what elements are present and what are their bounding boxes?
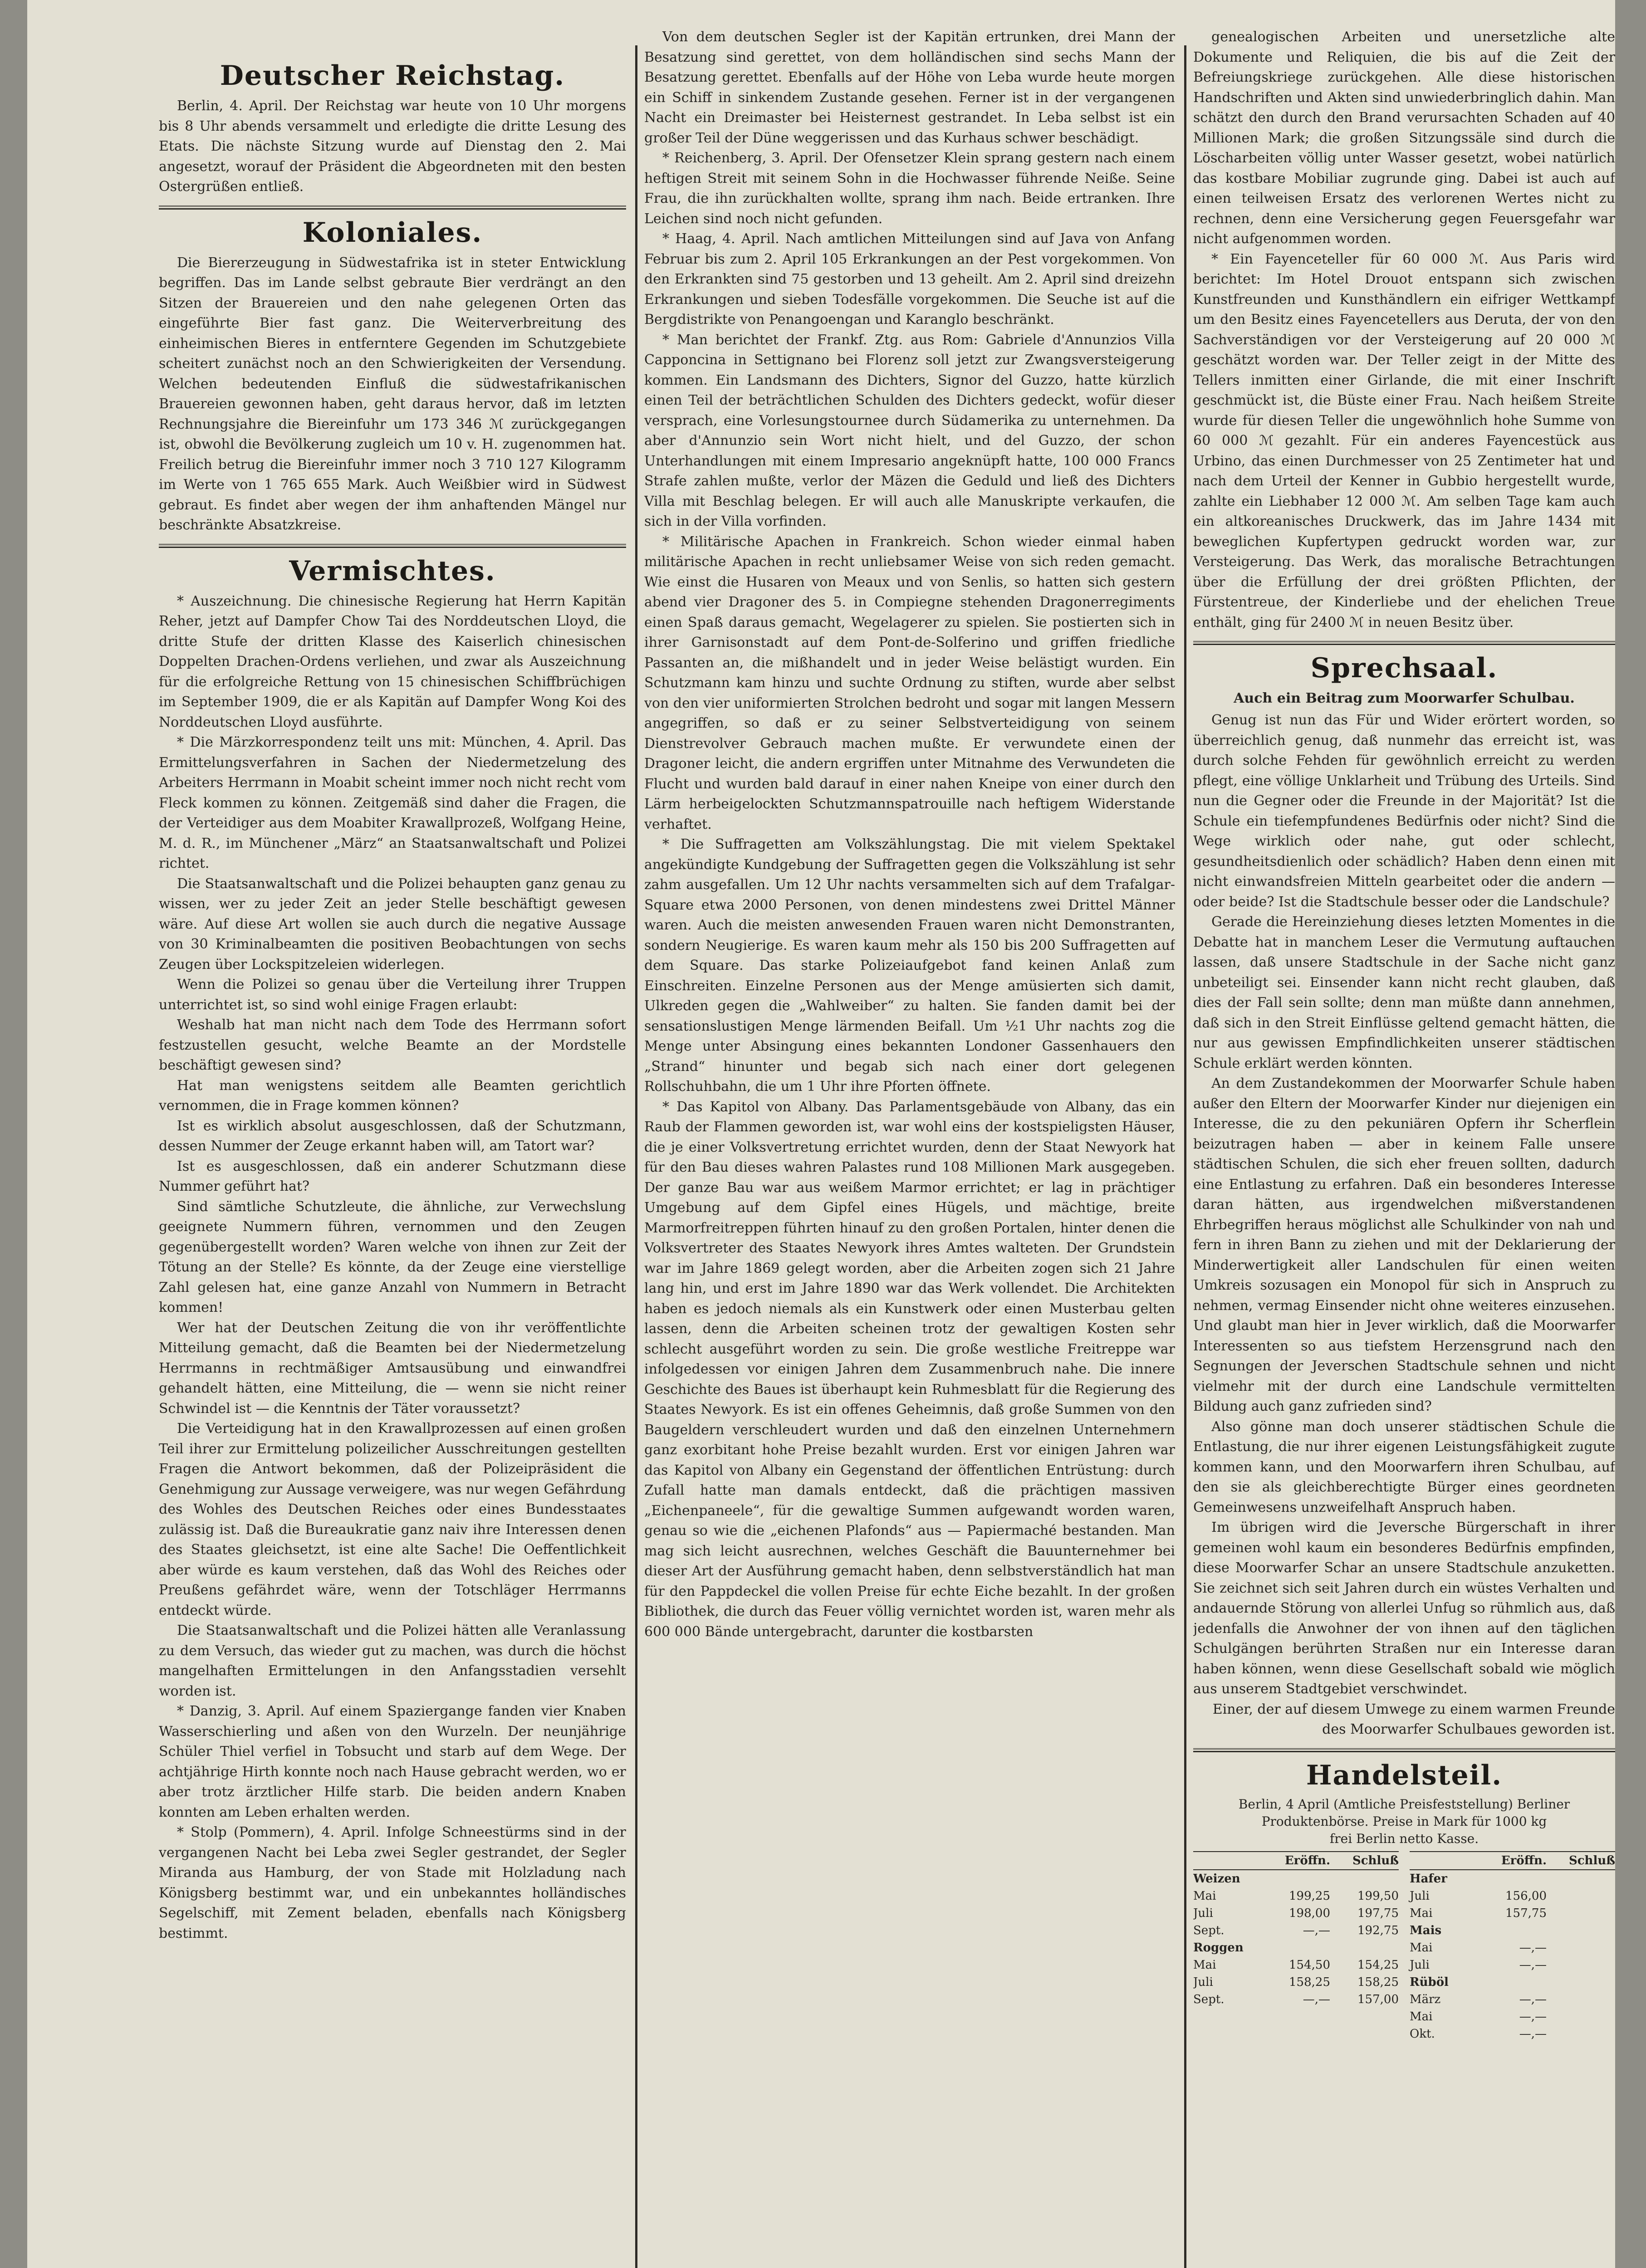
article-paragraph: Im übrigen wird die Jeversche Bürgerschaft in ihrer gemeinen wohl kaum ein besonderes Bedürfnis empfinden, diese Moorwarfer Schar an unsere Stadtschule anzuketten. Sie zeichnet sich seit Jahren durch ein wüstes Verhalten und andauernde Störung von allerlei Unfug so rühmlich aus, daß jedenfalls die Anwohner der von ihnen auf den täglichen Schulgängen berührten Straßen nur ein Interesse daran haben können, wenn diese Gesellschaft sobald wie möglich aus unserem Stadtgebiet verschwindet. xyxy=(1193,1520,1615,1697)
article-paragraph: genealogischen Arbeiten und unersetzliche alte Dokumente und Reliquien, die bis auf die Zeit der Befreiungskriege zurückgehen. Alle diese historischen Handschriften und Akten sind unwiederbringlich dahin. Man schätzt den durch den Brand verursachten Schaden auf 40 Millionen Mark; die großen Sitzungssäle sind durch die Löscharbeiten völlig unter Wasser gesetzt, wobei natürlich das kostbare Mobiliar zugrunde ging. Dabei ist auch auf einen teilweisen Ersatz des verlorenen Wertes nicht zu rechnen, denn eine Versicherung gegen Feuersgefahr war nicht aufgenommen worden. xyxy=(1193,29,1615,247)
article-paragraph: Genug ist nun das Für und Wider erörtert worden, so überreichlich genug, daß nunmehr das erreicht ist, was durch solche Fehden für gewöhnlich erreicht zu werden pflegt, eine völlige Unklarheit und Trübung des Urteils. Sind nun die Gegner oder die Freunde in der Majorität? Ist die Schule ein tiefempfundenes Bedürfnis oder nicht? Sind die Wege wirklich oder nahe, gut oder schlecht, gesundheitsdienlich oder schädlich? Haben denn einen mit nicht einwandsfreien Mitteln gearbeitet oder die andern — oder beide? Ist die Stadtschule besser oder die Landschule? xyxy=(1193,712,1615,910)
table-cell: Juli xyxy=(1410,1958,1430,1972)
column-left xyxy=(159,54,626,2268)
table-cell: 158,25 xyxy=(1357,1975,1399,1989)
table-cell: Okt. xyxy=(1410,2027,1435,2041)
article-paragraph: Hat man wenigstens seitdem alle Beamten gerichtlich vernommen, die in Frage kommen können? xyxy=(159,1077,626,1114)
market-table-left xyxy=(1193,1851,1399,2043)
article-list xyxy=(159,591,626,1944)
table-cell: 157,00 xyxy=(1357,1992,1399,2006)
table-header-cell: Schluß xyxy=(1352,1853,1399,1867)
section-title-reichstag: Deutscher Reichstag. xyxy=(220,60,565,92)
table-row xyxy=(1193,1922,1399,1939)
table-group-row xyxy=(1410,1922,1615,1939)
table-header-cell: Eröffn. xyxy=(1284,1853,1330,1867)
table-cell xyxy=(1547,1974,1615,1991)
table-cell: 198,00 xyxy=(1289,1906,1330,1920)
table-row xyxy=(1410,1991,1615,2008)
table-cell: März xyxy=(1410,1992,1441,2006)
article-reichstag: Berlin, 4. April. Der Reichstag war heute von 10 Uhr morgens bis 8 Uhr abends versammelt und erledigte die dritte Lesung des Etats. Die nächste Sitzung wurde auf Dienstag den 2. Mai angesetzt, worauf der Präsident die Abgeordneten mit den besten Ostergrüßen entließ. xyxy=(159,98,626,195)
section-title-vermischtes: Vermischtes. xyxy=(289,555,496,587)
table-cell: Mai xyxy=(1410,1941,1433,1955)
table-header-cell xyxy=(1410,1852,1478,1869)
article-signature: Einer, der auf diesem Umwege zu einem warmen Freunde des Moorwarfer Schulbaues geworden ist. xyxy=(1212,1701,1615,1737)
table-cell: Juli xyxy=(1193,1975,1213,1989)
table-cell xyxy=(1547,1939,1615,1956)
table-cell: —,— xyxy=(1303,1923,1330,1937)
article-paragraph: Sind sämtliche Schutzleute, die ähnliche, zur Verwechslung geeignete Nummern führen, vernommen und den Zeugen gegenübergestellt worden? Waren welche von ihnen zur Zeit der Tötung an der Stelle? Es könnte, da der Zeuge eine vierstellige Zahl gelesen hat, eine ganze Anzahl von Nummern in Betracht kommen! xyxy=(159,1198,626,1315)
table-cell xyxy=(1478,1974,1547,1991)
table-cell xyxy=(1330,1870,1399,1887)
table-cell: —,— xyxy=(1303,1992,1330,2006)
table-cell: 192,75 xyxy=(1357,1923,1399,1937)
table-cell: Mais xyxy=(1410,1923,1442,1937)
article-paragraph: Die Verteidigung hat in den Krawallprozessen auf einen großen Teil ihrer zur Ermittelung polizeilicher Ausschreitungen gestellten Fragen die Antwort bekommen, daß der Polizeipräsident die Genehmigung zur Aussage verweigere, was nur wegen Gefährdung des Wohles des Deutschen Reiches oder eines Bundesstaates zulässig ist. Daß die Bureaukratie ganz naiv ihre Interessen denen des Staates gleichsetzt, ist eine alte Sache! Die Oeffentlichkeit aber würde es kaum verstehen, daß das Wohl des Reiches oder Preußens gefährdet wäre, wenn der Totschläger Herrmanns entdeckt würde. xyxy=(159,1421,626,1618)
table-cell xyxy=(1478,1870,1547,1887)
table-cell: —,— xyxy=(1519,1992,1547,2006)
table-cell: Rüböl xyxy=(1410,1975,1449,1989)
table-group-row xyxy=(1193,1870,1399,1887)
table-cell: 156,00 xyxy=(1505,1889,1547,1903)
article-paragraph: Wer hat der Deutschen Zeitung die von ihr veröffentlichte Mitteilung gemacht, daß die Beamten bei der Niedermetzelung Herrmanns in rechtmäßiger Amtsausübung und einwandfrei gehandelt hätten, eine Mitteilung, die — wenn sie nicht reiner Schwindel ist — die Kenntnis der Täter voraussetzt? xyxy=(159,1320,626,1417)
market-tables xyxy=(1193,1851,1615,2043)
table-cell xyxy=(1547,1887,1615,1905)
table-row xyxy=(1193,1905,1399,1922)
table-cell: Sept. xyxy=(1193,1923,1225,1937)
article-paragraph: * Haag, 4. April. Nach amtlichen Mitteilungen sind auf Java von Anfang Februar bis zum 2. April 105 Erkrankungen an der Pest vorgekommen. Von den Erkrankten sind 75 gestorben und 13 geheilt. Am 2. April sind dreizehn Erkrankungen und sieben Todesfälle vorgekommen. Die Seuche ist auf die Bergdistrikte von Penangoengan und Karanglo beschränkt. xyxy=(644,231,1175,327)
table-cell: Weizen xyxy=(1193,1872,1240,1886)
article-paragraph: Die Staatsanwaltschaft und die Polizei hätten alle Veranlassung zu dem Versuch, das wieder gut zu machen, was durch die höchst mangelhaften Ermittelungen in den Anfangsstadien versehlt worden ist. xyxy=(159,1623,626,1699)
table-row xyxy=(1410,2008,1615,2025)
section-title-sprechsaal: Sprechsaal. xyxy=(1310,652,1498,684)
table-cell: Mai xyxy=(1410,1906,1433,1920)
table-row xyxy=(1410,1956,1615,1974)
column-middle xyxy=(644,27,1175,2268)
article-paragraph: Weshalb hat man nicht nach dem Tode des Herrmann sofort festzustellen gesucht, welche Beamte an der Mordstelle beschäftigt gewesen sind? xyxy=(159,1017,626,1073)
article-paragraph: * Auszeichnung. Die chinesische Regierung hat Herrn Kapitän Reher, jetzt auf Dampfer Chow Tai des Norddeutschen Lloyd, die dritte Stufe der dritten Klasse des Kaiserlich chinesischen Doppelten Drachen-Ordens verliehen, und zwar als Auszeichnung für die erfolgreiche Rettung von 15 chinesischen Schiffbrüchigen im September 1909, die er als Kapitän auf Dampfer Wong Koi des Norddeutschen Lloyd ausführte. xyxy=(159,593,626,730)
table-cell xyxy=(1330,1939,1399,1956)
article-paragraph: * Danzig, 3. April. Auf einem Spaziergange fanden vier Knaben Wasserschierling und aßen von den Wurzeln. Der neunjährige Schüler Thiel verfiel in Tobsucht und starb auf dem Wege. Der achtjährige Hirth konnte noch nach Hause gebracht werden, wo er aber trotz ärztlicher Hilfe starb. Die beiden andern Knaben konnten am Leben erhalten werden. xyxy=(159,1703,626,1820)
article-koloniales: Die Biererzeugung in Südwestafrika ist in steter Entwicklung begriffen. Das im Lande selbst gebraute Bier verdrängt an den Sitzen der Brauereien und den nahe gelegenen Orten das eingeführte Bier fast ganz. Die Weiterverbreitung des einheimischen Bieres in entferntere Gegenden im Schutzgebiete scheitert zunächst noch an den Schwierigkeiten der Versendung. Welchen bedeutenden Einfluß die südwestafrikanischen Brauereien gewonnen haben, geht daraus hervor, daß im letzten Rechnungsjahre die Biereinfuhr um 173 346 ℳ zurückgegangen ist, obwohl die Bevölkerung zugleich um 10 v. H. zugenommen hat. Freilich betrug die Biereinfuhr immer noch 3 710 127 Kilogramm im Werte von 1 765 655 Mark. Auch Weißbier wird in Südwest gebraut. Es findet aber wegen der ihm anhaftenden Mängel nur beschränkte Absatzkreise. xyxy=(159,254,626,533)
market-header: Berlin, 4 April (Amtliche Preisfeststellung) Berliner Produktenbörse. Preise in Mark für 1000 kg xyxy=(1238,1796,1570,1829)
article-paragraph: Die Staatsanwaltschaft und die Polizei behaupten ganz genau zu wissen, wer zu jeder Zeit an jeder Stelle beschäftigt gewesen wäre. Auf diese Art wollen sie auch durch die negative Aussage von 30 Kriminalbeamten die positiven Beobachtungen von sechs Zeugen über Lockspitzeleien widerlegen. xyxy=(159,875,626,973)
article-paragraph: * Die Suffragetten am Volkszählungstag. Die mit vielem Spektakel angekündigte Kundgebung der Suffragetten gegen die Volkszählung ist sehr zahm ausgefallen. Um 12 Uhr nachts versammelten sich auf dem Trafalgar-Square etwa 2000 Personen, von denen mindestens zwei Drittel Männer waren. Auch die meisten anwesenden Frauen waren nicht Demonstranten, sondern Neugierige. Es waren kaum mehr als 150 bis 200 Suffragetten auf dem Square. Das starke Polizeiaufgebot fand keinen Anlaß zum Einschreiten. Einzelne Personen aus der Menge amüsierten sich damit, Ulkreden gegen die „Wahlweiber“ zu halten. Sie fanden damit bei der sensationslustigen Menge lärmenden Beifall. Um ½1 Uhr nachts zog die Menge unter Absingung eines bekannten Londoner Gassenhauers den „Strand“ hinunter und begab sich nach einer dort gelegenen Rollschuhbahn, die um 1 Uhr ihre Pforten öffnete. xyxy=(644,836,1175,1095)
article-paragraph: Gerade die Hereinziehung dieses letzten Momentes in die Debatte hat in manchem Leser die Vermutung auftauchen lassen, daß unsere Stadtschule in der Sache nicht ganz unbeteiligt sei. Einsender kann nicht recht glauben, daß dies der Fall sein sollte; denn man müßte dann annehmen, daß sich in den Streit Einflüsse geltend gemacht hätten, die nur aus gewissen Empfindlichkeiten unserer städtischen Schule erklärt werden könnten. xyxy=(1193,914,1615,1071)
table-cell xyxy=(1547,2008,1615,2025)
article-paragraph: * Die Märzkorrespondenz teilt uns mit: München, 4. April. Das Ermittelungsverfahren in Sachen der Niedermetzelung des Arbeiters Herrmann in Moabit scheint immer noch nicht recht vom Fleck kommen zu können. Zeitgemäß sind daher die Fragen, die der Verteidiger aus dem Moabiter Krawallprozeß, Wolfgang Heine, M. d. R., im Münchener „März“ an Staatsanwaltschaft und Polizei richtet. xyxy=(159,734,626,871)
table-cell: Mai xyxy=(1410,2009,1433,2024)
table-cell: Juli xyxy=(1410,1889,1430,1903)
table-group-row xyxy=(1410,1870,1615,1887)
article-paragraph: Wenn die Polizei so genau über die Verteilung ihrer Truppen unterrichtet ist, so sind wohl einige Fragen erlaubt: xyxy=(159,977,626,1013)
table-cell xyxy=(1547,1922,1615,1939)
market-table-right xyxy=(1410,1851,1615,2043)
table-cell xyxy=(1262,1870,1330,1887)
article-subtitle: Auch ein Beitrag zum Moorwarfer Schulbau. xyxy=(1234,690,1575,706)
table-cell: 199,25 xyxy=(1289,1889,1330,1903)
table-header-cell xyxy=(1193,1852,1262,1869)
table-cell xyxy=(1478,1922,1547,1939)
article-paragraph: Also gönne man doch unserer städtischen Schule die Entlastung, die nur ihrer eigenen Leistungsfähigkeit zugute kommen kann, und den Moorwarfern ihren Schulbau, auf den sie als gleichberechtigte Bürger eines geordneten Gemeinwesens unzweifelhaft Anspruch haben. xyxy=(1193,1418,1615,1515)
table-cell xyxy=(1547,1956,1615,1974)
article-paragraph: * Man berichtet der Frankf. Ztg. aus Rom: Gabriele d'Annunzios Villa Capponcina in Settignano bei Florenz soll jetzt zur Zwangsversteigerung kommen. Ein Landsmann des Dichters, Signor del Guzzo, hatte kürzlich einen Teil der beträchtlichen Schulden des Dichters gedeckt, wofür dieser versprach, eine Vorlesungstournee durch Südamerika zu unternehmen. Da aber d'Annunzio sein Wort nicht hielt, und del Guzzo, der schon Unterhandlungen mit einem Impresario angeknüpft hatte, 100 000 Francs Strafe zahlen mußte, verlor der Mäzen die Geduld und ließ des Dichters Villa mit Beschlag belegen. Er will auch alle Manuskripte verkaufen, die sich in der Villa vorfinden. xyxy=(644,332,1175,529)
table-cell: —,— xyxy=(1519,1958,1547,1972)
table-cell: 197,75 xyxy=(1357,1906,1399,1920)
table-cell: 157,75 xyxy=(1505,1906,1547,1920)
table-row xyxy=(1193,1887,1399,1905)
article-paragraph: * Ein Fayenceteller für 60 000 ℳ. Aus Paris wird berichtet: Im Hotel Drouot entspann sich zwischen Kunstfreunden und Kunsthändlern ein eifriger Wettkampf um den Besitz eines Fayencetellers aus Deruta, der von den Sachverständigen vor der Versteigerung auf 20 000 ℳ geschätzt worden war. Der Teller zeigt in der Mitte des Tellers inmitten einer Girlande, die mit einer Inschrift geschmückt ist, die Büste einer Frau. Nach heißem Streite wurde für diesen Teller die ungewöhnlich hohe Summe von 60 000 ℳ gezahlt. Für ein anderes Fayencestück aus Urbino, das einen Durchmesser von 25 Zentimeter hat und nach dem Urteil der Kenner in Gubbio hergestellt wurde, zahlte ein Liebhaber 12 000 ℳ. Am selben Tage kam auch ein altkoreanisches Druckwerk, das im Jahre 1434 mit beweglichen Kupfertypen gedruckt worden war, zur Versteigerung. Das Werk, das moralische Betrachtungen über die Erfüllung der drei größten Pflichten, der Fürstentreue, der Kinderliebe und der ehelichen Treue enthält, ging für 2400 ℳ in neuen Besitz über. xyxy=(1193,251,1615,631)
table-cell: Roggen xyxy=(1193,1941,1244,1955)
table-cell xyxy=(1547,1991,1615,2008)
article-paragraph: * Militärische Apachen in Frankreich. Schon wieder einmal haben militärische Apachen in recht unliebsamer Weise von sich reden gemacht. Wie einst die Husaren von Meaux und von Senlis, so hatten sich gestern abend vier Dragoner des 5. in Compiegne stehenden Dragonerregiments einen Spaß daraus gemacht, Wegelagerer zu spielen. Sie postierten sich in ihrer Garnisonstadt auf dem Pont-de-Solferino und griffen friedliche Passanten an, die mißhandelt und in jeder Weise belästigt wurden. Ein Schutzmann kam hinzu und suchte Ordnung zu stiften, wurde aber selbst von den vier uniformierten Strolchen bedroht und sogar mit langen Messern angegriffen, so daß er zu seiner Selbstverteidigung von seinem Dienstrevolver Gebrauch machen mußte. Er verwundete einen der Dragoner leicht, die andern ergriffen unter Mitnahme des Verwundeten die Flucht und wurden bald darauf in einer nahen Kneipe von einer durch den Lärm herbeigelockten Schutzmannspatrouille nach heftigem Widerstande verhaftet. xyxy=(644,533,1175,832)
table-row xyxy=(1193,1956,1399,1974)
table-cell: 154,50 xyxy=(1289,1958,1330,1972)
table-cell: —,— xyxy=(1519,1941,1547,1955)
table-row xyxy=(1410,1905,1615,1922)
article-paragraph: Ist es ausgeschlossen, daß ein anderer Schutzmann diese Nummer geführt hat? xyxy=(159,1158,626,1194)
column-rule xyxy=(1184,45,1186,2268)
separator xyxy=(159,544,626,548)
table-row xyxy=(1410,1939,1615,1956)
article-paragraph: Von dem deutschen Segler ist der Kapitän ertrunken, drei Mann der Besatzung sind gerettet, von dem holländischen sind sechs Mann der Besatzung gerettet. Ebenfalls auf der Höhe von Leba wurde heute morgen ein Schiff in sinkendem Zustande gesehen. Ferner ist in der vergangenen Nacht ein Dreimaster bei Heisternest gestrandet. In Leba selbst ist ein großer Teil der Düne weggerissen und das Kurhaus schwer beschädigt. xyxy=(644,29,1175,146)
table-cell: Hafer xyxy=(1410,1872,1447,1886)
table-header-cell: Eröffn. xyxy=(1501,1853,1547,1867)
table-cell: 158,25 xyxy=(1289,1975,1330,1989)
separator xyxy=(159,205,626,210)
column-rule xyxy=(635,45,637,2268)
table-header-cell: Schluß xyxy=(1568,1853,1615,1867)
table-row xyxy=(1410,2025,1615,2043)
separator xyxy=(1193,1748,1615,1752)
table-cell xyxy=(1547,1905,1615,1922)
article-paragraph: * Das Kapitol von Albany. Das Parlamentsgebäude von Albany, das ein Raub der Flammen geworden ist, war wohl eins der kostspieligsten Häuser, die je einer Volksvertretung errichtet wurden, denn der Staat Newyork hat für den Bau dieses wahren Palastes rund 108 Millionen Mark ausgegeben. Der ganze Bau war aus weißem Marmor errichtet; er lag in prächtiger Umgebung auf dem Gipfel eines Hügels, und mächtige, breite Marmorfreitreppen führten hinauf zu den großen Portalen, hinter denen die Volksvertreter des Staates Newyork ihres Amtes walteten. Der Grundstein war im Jahre 1869 gelegt worden, aber die Arbeiten zogen sich 21 Jahre lang hin, und erst im Jahre 1890 war das Werk vollendet. Die Architekten haben es jedoch niemals als ein Kunstwerk oder einen Musterbau gelten lassen, denn die Arbeiten scheinen trotz der gewaltigen Kosten sehr schlecht ausgeführt worden zu sein. Die große westliche Freitreppe war infolgedessen vor einigen Jahren dem Zusammenbruch nahe. Die innere Geschichte des Baues ist überhaupt kein Ruhmesblatt für die Regierung des Staates Newyork. Es ist ein offenes Geheimnis, daß große Summen von den Baugeldern verschleudert wurden und daß den einzelnen Unternehmern ganz exorbitant hohe Preise bezahlt wurden. Erst vor einigen Jahren war das Kapitol von Albany ein Gegenstand der öffentlichen Entrüstung: durch Zufall hatte man damals entdeckt, daß die prächtigen massiven „Eichenpaneele“, für die gewaltige Summen aufgewandt worden waren, genau so wie die „eichenen Plafonds“ aus — Papiermaché bestanden. Man mag sich leicht ausrechnen, welches Geschäft die Bauunternehmer bei dieser Art der Ausführung gemacht haben, denn selbstverständlich hat man für den Pappdeckel die vollen Preise für echte Eiche bezahlt. In der großen Bibliothek, die durch das Feuer völlig vernichtet worden ist, waren mehr als 600 000 Bände untergebracht, darunter die kostbarsten xyxy=(644,1099,1175,1640)
table-group-row xyxy=(1410,1974,1615,1991)
table-cell: —,— xyxy=(1519,2027,1547,2041)
table-cell: —,— xyxy=(1519,2009,1547,2024)
column-right xyxy=(1193,27,1615,2268)
table-cell xyxy=(1262,1939,1330,1956)
table-cell: Sept. xyxy=(1193,1992,1225,2006)
table-cell xyxy=(1547,2025,1615,2043)
table-cell: 154,25 xyxy=(1357,1958,1399,1972)
article-paragraph: Ist es wirklich absolut ausgeschlossen, daß der Schutzmann, dessen Nummer der Zeuge erkannt haben will, am Tatort war? xyxy=(159,1118,626,1154)
table-cell: 199,50 xyxy=(1357,1889,1399,1903)
article-paragraph: * Stolp (Pommern), 4. April. Infolge Schneestürms sind in der vergangenen Nacht bei Leba zwei Segler gestrandet, der Segler Miranda aus Hamburg, der von Stade mit Holzladung nach Königsberg bestimmt war, und ein unbekanntes holländisches Segelschiff, mit Zement beladen, ebenfalls nach Königsberg bestimmt. xyxy=(159,1824,626,1941)
table-cell: Mai xyxy=(1193,1958,1216,1972)
table-cell: Mai xyxy=(1193,1889,1216,1903)
table-header xyxy=(1193,1851,1399,1870)
table-cell: Juli xyxy=(1193,1906,1213,1920)
separator xyxy=(1193,641,1615,645)
table-cell xyxy=(1547,1870,1615,1887)
table-group-row xyxy=(1193,1939,1399,1956)
article-paragraph: * Reichenberg, 3. April. Der Ofensetzer Klein sprang gestern nach einem heftigen Streit mit seinem Sohn in die Hochwasser führende Neiße. Seine Frau, die ihn zurückhalten wollte, sprang ihm nach. Beide ertranken. Ihre Leichen sind noch nicht gefunden. xyxy=(644,150,1175,227)
article-paragraph: An dem Zustandekommen der Moorwarfer Schule haben außer den Eltern der Moorwarfer Kinder nur diejenigen ein Interesse, die zu den pekuniären Opfern ihr Scherflein beizutragen haben — aber in keinem Falle unsere städtischen Schulen, die sich eher freuen sollten, dadurch eine Entlastung zu erfahren. Daß ein besonderes Interesse daran hätten, aus irgendwelchen mißverstandenen Ehrbegriffen heraus möglichst alle Schulkinder von nah und fern in ihren Bann zu ziehen und mit der Deklarierung der Minderwertigkeit aller Landschulen für einen weiten Umkreis sozusagen ein Monopol für sich in Anspruch zu nehmen, vermag Einsender nicht ohne weiteres einzusehen. Und glaubt man hier in Jever wirklich, daß die Moorwarfer Interessenten so aus tiefstem Herzensgrund nach den Segnungen der Jeverschen Stadtschule sehnen und nicht vielmehr mit der durch eine Landschule vermittelten Bildung auch ganz zufrieden sind? xyxy=(1193,1075,1615,1414)
table-row xyxy=(1193,1974,1399,1991)
table-header xyxy=(1410,1851,1615,1870)
table-row xyxy=(1410,1887,1615,1905)
section-title-koloniales: Koloniales. xyxy=(302,216,483,249)
newspaper-page xyxy=(27,0,1615,2268)
section-title-handelsteil: Handelsteil. xyxy=(1306,1759,1503,1791)
market-header-sub: frei Berlin netto Kasse. xyxy=(1329,1831,1479,1846)
table-row xyxy=(1193,1991,1399,2008)
